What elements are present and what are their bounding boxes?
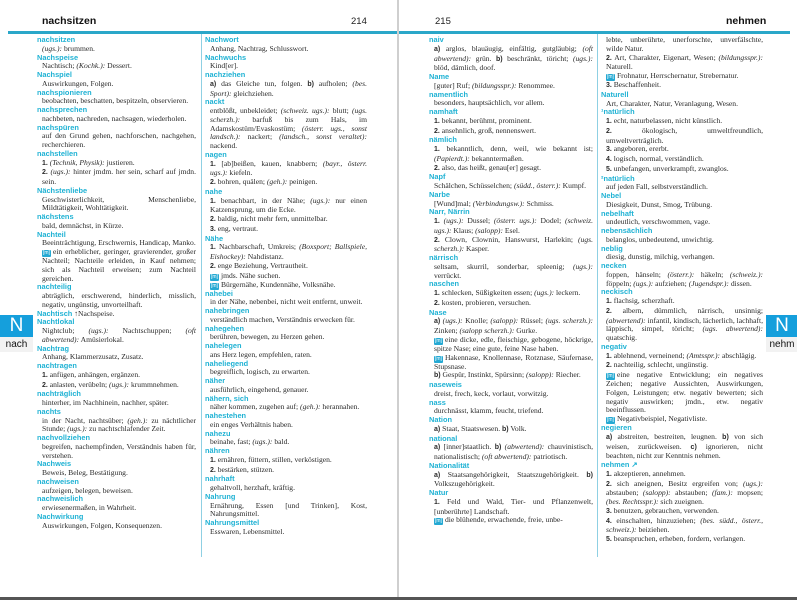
example-marker-icon: [m] xyxy=(607,373,614,379)
definition: Auswirkungen, Folgen, Konsequenzen. xyxy=(42,520,163,530)
headword[interactable]: närrisch xyxy=(429,253,459,262)
definition: in der Nähe, nebenbei, nicht weit entfernt, unweit. xyxy=(210,297,363,307)
headword[interactable]: nagen xyxy=(205,149,227,159)
dictionary-entry xyxy=(601,108,763,174)
headword[interactable]: national xyxy=(429,433,458,443)
dictionary-entry xyxy=(37,362,196,390)
definition: 3. Beschaffenheit. xyxy=(606,80,662,89)
definition: Ernährung, Essen [und Trinken], Kost, Nahrungsmittel. xyxy=(210,500,367,519)
headword[interactable]: nahegehen xyxy=(205,323,245,333)
column-divider xyxy=(201,34,202,557)
definition: 2. sich aneignen, Besitz ergreifen von; (ugs.): abstauben; (salopp): abstauben; (fam.): mopsen; (bes. Rechtsspr.): sich zueignen. xyxy=(606,478,763,506)
headword[interactable]: Nachweis xyxy=(37,459,72,469)
headword[interactable]: Nachwort xyxy=(205,35,239,44)
definition: näher kommen, zugehen auf; (geh.): herannahen. xyxy=(210,402,360,412)
dictionary-entry xyxy=(37,495,196,513)
headword[interactable]: Nebel xyxy=(601,191,622,200)
definition: Art, Charakter, Natur, Veranlagung, Wesen. xyxy=(606,98,738,108)
headword[interactable]: nachtragen xyxy=(37,361,77,370)
definition: dreist, frech, keck, vorlaut, vorwitzig. xyxy=(434,388,549,398)
definition: belanglos, unbedeutend, unwichtig. xyxy=(606,234,714,244)
dictionary-entry xyxy=(429,489,593,525)
dictionary-entry xyxy=(205,36,367,54)
definition: 2. Clown, Clownin, Hanswurst, Harlekin; (ugs. scherzh.): Kasper. xyxy=(434,234,593,254)
headword[interactable]: nahe xyxy=(205,186,223,196)
definition: Auswirkungen, Folgen. xyxy=(42,78,114,88)
dictionary-entry xyxy=(37,89,196,107)
dictionary-entry xyxy=(37,187,196,213)
dictionary-entry xyxy=(37,460,196,478)
column-divider xyxy=(597,34,598,557)
dictionary-entry xyxy=(429,208,593,254)
headword[interactable]: Nachtisch xyxy=(37,308,73,318)
dictionary-entry xyxy=(205,447,367,475)
dictionary-entry xyxy=(429,108,593,136)
definition: ausführlich, eingehend, genauer. xyxy=(210,384,309,394)
definition: diesig, dunstig, milchig, verhangen. xyxy=(606,252,715,262)
dictionary-entry xyxy=(205,71,367,98)
headword[interactable]: nebelhaft xyxy=(601,208,634,218)
definition: auf jeden Fall, selbstverständlich. xyxy=(606,182,708,192)
definition: 5. beanspruchen, erheben, fordern, verlangen. xyxy=(606,534,746,543)
definition: 4. logisch, normal, verständlich. xyxy=(606,154,704,163)
dictionary-entry xyxy=(429,462,593,489)
definition: Anhang, Nachtrag, Schlusswort. xyxy=(210,43,309,53)
headword[interactable]: nachts xyxy=(37,406,61,416)
headword[interactable]: nähren xyxy=(205,446,230,455)
page-number: 215 xyxy=(435,16,451,27)
headword[interactable]: nähern, sich xyxy=(205,393,249,403)
definition: (ugs.): brummen. xyxy=(42,43,95,53)
example-marker-icon: [m] xyxy=(607,417,614,423)
definition: a) arglos, blauäugig, einfältig, gutgläubig; (oft abwertend): grün. b) beschränkt, töricht; (ugs.): blöd, dämlich, doof. xyxy=(434,43,593,73)
dictionary-entry xyxy=(37,434,196,460)
definition: 1. bekannt, berühmt, prominent. xyxy=(434,115,532,125)
definition: 2. ansehnlich, groß, nennenswert. xyxy=(434,125,537,135)
definition: bald, demnächst, in Kürze. xyxy=(42,220,124,230)
dictionary-entry xyxy=(429,173,593,191)
thumb-letter: N xyxy=(0,315,33,337)
dictionary-entry xyxy=(37,318,196,344)
headword[interactable]: naschen xyxy=(429,279,459,289)
definition: [guter] Ruf; (bildungsspr.): Renommee. xyxy=(434,80,555,90)
thumb-word: nehm xyxy=(766,337,797,352)
example-marker-icon: [m] xyxy=(211,282,218,289)
definition: 1. anfügen, anhängen, ergänzen. xyxy=(42,369,141,379)
headword[interactable]: nachziehen xyxy=(205,70,246,79)
headword[interactable]: nachspüren xyxy=(37,122,79,132)
example-marker-icon: [m] xyxy=(435,518,442,525)
headword[interactable]: Narbe xyxy=(429,189,450,199)
headword[interactable]: nachweisen xyxy=(37,476,79,486)
definition: b) Gespür, Instinkt, Spürsinn; (salopp): Riecher. xyxy=(434,370,581,380)
definition: [m] Negativbeispiel, Negativliste. xyxy=(607,414,707,423)
running-head: nehmen xyxy=(726,15,767,27)
headword[interactable]: Narr, Närrin xyxy=(429,207,470,217)
definition: [m] jmds. Nähe suchen. xyxy=(211,270,281,280)
dictionary-entry xyxy=(429,191,593,209)
definition: 1. ernähren, füttern, stillen, verköstigen. xyxy=(210,454,332,464)
dictionary-entry xyxy=(429,91,593,109)
definition: abträglich, erschwerend, hinderlich, misslich, negativ, ungünstig, unvorteilhaft. xyxy=(42,291,196,309)
dictionary-entry xyxy=(205,493,367,519)
dictionary-entry xyxy=(37,408,196,434)
headword[interactable]: näher xyxy=(205,376,226,385)
definition: 1. schlecken, Süßigkeiten essen; (ugs.): leckern. xyxy=(434,288,581,297)
definition: nachbeten, nachreden, nachsagen, wiederholen. xyxy=(42,113,187,123)
definition: 1. Feld und Wald, Tier- und Pflanzenwelt, [unberührte] Landschaft. xyxy=(434,496,593,516)
headword[interactable]: namhaft xyxy=(429,107,458,116)
definition: durchnässt, klamm, feucht, triefend. xyxy=(434,406,544,416)
definition: 3. angeboren, ererbt. xyxy=(606,144,669,154)
headword[interactable]: ²natürlich xyxy=(601,173,635,183)
dictionary-entry xyxy=(429,381,593,399)
dictionary-entry xyxy=(37,106,196,124)
example-marker-icon: [m] xyxy=(211,273,218,280)
headword[interactable]: Nase xyxy=(429,307,447,317)
dictionary-entry xyxy=(205,395,367,413)
definition: 3. benutzen, gebrauchen, verwenden. xyxy=(606,505,719,515)
definition: 1. bekanntlich, denn, weil, wie bekannt ist; (Papierdt.): bekanntermaßen. xyxy=(434,144,593,163)
thumb-word: nach xyxy=(0,337,33,352)
headword[interactable]: necken xyxy=(601,261,627,270)
headword[interactable]: Nationalität xyxy=(429,460,470,470)
definition: besonders, hauptsächlich, vor allem. xyxy=(434,98,545,108)
definition: 2. baldig, nicht mehr fern, unmittelbar. xyxy=(210,214,328,223)
headword[interactable]: neckisch xyxy=(601,287,633,297)
headword[interactable]: Nachwuchs xyxy=(205,52,247,62)
definition: 2. (ugs.): hinter jmdm. her sein, scharf auf jmdn. sein. xyxy=(42,167,196,186)
dictionary-entry xyxy=(37,71,196,89)
headword[interactable]: Nahrungsmittel xyxy=(205,518,260,527)
dictionary-entry xyxy=(205,98,367,151)
dictionary-entry xyxy=(205,412,367,430)
dictionary-entry xyxy=(205,54,367,72)
definition: Geschwisterlichkeit, Menschenliebe, Mildtätigkeit, Wohltätigkeit. xyxy=(42,194,196,213)
dictionary-entry xyxy=(205,151,367,188)
header-rule xyxy=(399,31,790,34)
definition: [m] die blühende, erwachende, freie, unbe- xyxy=(435,515,563,525)
dictionary-entry xyxy=(37,36,196,54)
definition: Beeinträchtigung, Erschwernis, Handicap, Manko. xyxy=(42,238,196,248)
running-head: nachsitzen xyxy=(42,15,97,27)
definition: verständlich machen, Verständnis erwecken für. xyxy=(210,314,355,324)
definition: beobachten, beschatten, bespitzeln, observieren. xyxy=(42,96,189,106)
dictionary-entry xyxy=(429,280,593,308)
dictionary-entry xyxy=(601,424,763,461)
headword[interactable]: nahebringen xyxy=(205,306,250,315)
definition: Nightclub; (ugs.): Nachtschuppen; (oft abwertend): Amüsierlokal. xyxy=(42,326,196,344)
dictionary-entry xyxy=(429,416,593,435)
definition: gehaltvoll, herzhaft, kräftig. xyxy=(210,483,295,492)
column-1 xyxy=(37,36,196,530)
definition: 1. (ugs.): Dussel; (österr. ugs.): Dodel; (schweiz. ugs.): Klaus; (salopp): Esel. xyxy=(434,216,594,235)
definition: 1. (Technik, Physik): justieren. xyxy=(42,157,135,167)
dictionary-entry xyxy=(429,309,593,382)
dictionary-entry xyxy=(601,36,763,91)
definition: Diesigkeit, Dunst, Smog, Trübung. xyxy=(606,199,713,209)
headword[interactable]: naheliegend xyxy=(205,358,249,368)
dictionary-entry xyxy=(601,227,763,245)
column-2 xyxy=(205,36,367,537)
headword[interactable]: Name xyxy=(429,72,450,81)
headword[interactable]: negativ xyxy=(601,341,627,351)
definition: 1. [ab]beißen, kauen, knabbern; (bayr., österr. ugs.): kiefeln. xyxy=(210,158,368,178)
definition: 4. einschalten, hinzuziehen; (bes. südd., österr., schweiz.): beiziehen. xyxy=(606,515,763,535)
headword[interactable]: nächstens xyxy=(37,212,74,221)
headword[interactable]: nahestehen xyxy=(205,411,247,420)
headword[interactable]: nachspionieren xyxy=(37,87,92,97)
definition: a) abstreiten, bestreiten, leugnen. b) von sich weisen, zurückweisen. c) ignorieren, nicht beachten, nicht zur Kenntnis nehmen. xyxy=(606,431,763,461)
definition: ans Herz legen, empfehlen, raten. xyxy=(210,349,312,359)
headword[interactable]: Natur xyxy=(429,488,449,497)
headword[interactable]: naiv xyxy=(429,35,444,44)
definition: [m] Hakennase, Knollennase, Rotznase, Säufernase, Stupsnase. xyxy=(434,352,593,371)
example-marker-icon: [m] xyxy=(607,74,614,80)
definition: Anhang, Klammerzusatz, Zusatz. xyxy=(42,352,144,362)
definition: a) [inner]staatlich. b) (abwertend): chauvinistisch, nationalistisch; (oft abwertend): patriotisch. xyxy=(434,442,593,461)
dictionary-entry xyxy=(601,461,763,545)
headword[interactable]: nachsprechen xyxy=(37,105,88,114)
definition: Nachtisch; (Kochk.): Dessert. xyxy=(42,61,132,71)
dictionary-entry xyxy=(37,390,196,408)
dictionary-entry xyxy=(205,519,367,537)
definition: a) das Gleiche tun, folgen. b) aufholen; (bes. Sport): gleichziehen. xyxy=(210,78,367,98)
headword[interactable]: nachweislich xyxy=(37,494,84,504)
headword[interactable]: Nahrung xyxy=(205,491,236,501)
dictionary-entry xyxy=(205,290,367,308)
definition: 2. bestärken, stützen. xyxy=(210,464,275,474)
definition: undeutlich, verschwommen, vage. xyxy=(606,217,710,227)
right-page xyxy=(398,0,797,597)
dictionary-entry xyxy=(37,124,196,150)
definition: 1. benachbart, in der Nähe; (ugs.): nur einen Katzensprung, um die Ecke. xyxy=(210,195,367,215)
definition: aufzeigen, belegen, beweisen. xyxy=(42,485,133,495)
definition: 1. akzeptieren, annehmen. xyxy=(606,468,686,478)
cross-reference[interactable]: ↑Nachspeise. xyxy=(74,308,115,318)
definition: [m] eine dicke, edle, fleischige, gebogene, höckrige, spitze Nase; eine gute, feine Nase haben. xyxy=(434,334,593,353)
dictionary-entry xyxy=(429,136,593,173)
headword[interactable]: Nachspeise xyxy=(37,52,79,62)
dictionary-entry xyxy=(37,513,196,531)
headword[interactable]: Napf xyxy=(429,172,446,182)
dictionary-entry xyxy=(601,175,763,193)
dictionary-entry xyxy=(205,360,367,378)
definition: berühren, bewegen, zu Herzen gehen. xyxy=(210,332,325,342)
headword[interactable]: neblig xyxy=(601,243,623,253)
definition: [m] eine negative Entwicklung; ein negatives Zeichen; negative Aussichten, Auswirkungen, Folgen, Leistungen; etw. negativ bewerten; sich negativ auswirken; jmdn., etw. negativ beeinflussen. xyxy=(606,370,763,415)
headword[interactable]: Nächstenliebe xyxy=(37,185,88,195)
definition: 1. flachsig, scherzhaft. xyxy=(606,296,675,305)
page-number: 214 xyxy=(351,16,367,27)
headword[interactable]: Nachwirkung xyxy=(37,511,84,521)
thumb-letter: N xyxy=(766,315,797,337)
thumb-index-tab[interactable] xyxy=(0,315,33,352)
definition: 2. also, das heißt, genau[er] gesagt. xyxy=(434,162,542,172)
headword[interactable]: nehmen ↗ xyxy=(601,460,638,469)
dictionary-entry xyxy=(601,192,763,210)
headword[interactable]: nahrhaft xyxy=(205,474,235,484)
headword[interactable]: nachvollziehen xyxy=(37,433,90,442)
dictionary-entry xyxy=(205,307,367,325)
definition: a) Staatsangehörigkeit, Staatszugehörigkeit. b) Volkszugehörigkeit. xyxy=(434,469,593,489)
headword[interactable]: nahezu xyxy=(205,428,231,438)
dictionary-entry xyxy=(429,36,593,73)
definition: [m] Bürgernähe, Kundennähe, Volksnähe. xyxy=(211,279,336,289)
definition: seltsam, skurril, sonderbar, spleenig; (ugs.): verrückt. xyxy=(434,261,593,280)
definition: 1. ablehnend, verneinend; (Amtsspr.): abschlägig. xyxy=(606,350,757,360)
definition: auf den Grund gehen, nachforschen, nachgehen, recherchieren. xyxy=(42,131,196,149)
definition: 3. eng, vertraut. xyxy=(210,223,259,233)
dictionary-entry xyxy=(601,288,763,343)
dictionary-entry xyxy=(429,73,593,91)
dictionary-entry xyxy=(429,399,593,417)
headword[interactable]: Nähe xyxy=(205,233,224,243)
definition: 5. unbefangen, unverkrampft, zwanglos. xyxy=(606,163,729,173)
dictionary-entry xyxy=(429,435,593,462)
definition: hinterher, im Nachhinein, nachher, später. xyxy=(42,398,169,407)
definition: Schälchen, Schüsselchen; (südd., österr.): Kumpf. xyxy=(434,181,587,190)
headword[interactable]: nass xyxy=(429,397,446,407)
dictionary-entry xyxy=(37,213,196,231)
definition: foppen, hänseln; (österr.): häkeln; (schweiz.): föppeln; (ugs.): aufziehen; (Jugendspr.): dissen. xyxy=(606,269,763,288)
example-marker-icon: [m] xyxy=(435,337,442,344)
definition: Kind[er]. xyxy=(210,61,239,71)
dictionary-entry xyxy=(601,210,763,228)
definition: beinahe, fast; (ugs.): bald. xyxy=(210,437,290,447)
dictionary-entry xyxy=(429,254,593,280)
headword[interactable]: nebensächlich xyxy=(601,226,653,235)
definition: 2. ökologisch, umweltfreundlich, umweltverträglich. xyxy=(606,125,763,145)
definition: ein enges Verhältnis haben. xyxy=(210,419,293,429)
definition: 2. albern, dümmlich, närrisch, unsinnig; (abwertend): infantil, kindisch, lächerlich, lachhaft, läppisch, simpel, töricht; (ugs. abwertend): quatschig. xyxy=(606,305,763,342)
definition: erwiesenermaßen, in Wahrheit. xyxy=(42,503,137,512)
definition: entblößt, unbekleidet; (schweiz. ugs.): blutt; (ugs. scherzh.): barfuß bis zum Hals, im Adamskostüm/Evaskostüm; (österr. ugs., sonst landsch.): nackert; (landsch., sonst veraltet): nackend. xyxy=(210,106,367,150)
thumb-index-tab[interactable] xyxy=(766,315,797,352)
definition: 1. Nachbarschaft, Umkreis; (Boxsport; Ballspiele, Eishockey): Nahdistanz. xyxy=(210,242,367,261)
left-page xyxy=(0,0,398,597)
definition: begreiflich, logisch, zu erwarten. xyxy=(210,367,310,377)
dictionary-entry xyxy=(205,342,367,360)
definition: in der Nacht, nachtsüber; (geh.): zu nächtlicher Stunde; (ugs.): zu nachtschlafender Zeit. xyxy=(42,415,196,434)
definition: Esswaren, Lebensmittel. xyxy=(210,526,285,536)
example-marker-icon: [m] xyxy=(435,355,442,362)
headword[interactable]: nachstellen xyxy=(37,148,78,158)
definition: 2. bohren, quälen; (geh.): peinigen. xyxy=(210,177,318,186)
example-marker-icon: [m] xyxy=(43,250,50,256)
headword[interactable]: namentlich xyxy=(429,89,469,99)
headword[interactable]: nahebei xyxy=(205,288,233,298)
definition: a) (ugs.): Knolle; (salopp): Rüssel; (ugs. scherzh.): Zinken; (salopp scherzh.): Gurke. xyxy=(434,316,593,335)
header-rule xyxy=(8,31,397,34)
headword[interactable]: nachträglich xyxy=(37,389,81,399)
dictionary-entry xyxy=(37,345,196,363)
dictionary-entry xyxy=(205,325,367,343)
dictionary-entry xyxy=(601,262,763,288)
definition: Beweis, Beleg, Bestätigung. xyxy=(42,468,128,477)
definition: 1. echt, naturbelassen, nicht künstlich. xyxy=(606,116,723,125)
column-2 xyxy=(601,36,763,545)
headword[interactable]: Nachtlokal xyxy=(37,317,75,327)
dictionary-entry xyxy=(37,231,196,284)
headword[interactable]: Nachteil xyxy=(37,229,66,239)
dictionary-entry xyxy=(205,430,367,448)
dictionary-entry xyxy=(37,478,196,496)
dictionary-entry xyxy=(205,475,367,493)
definition: [Wund]mal; (Verbindungsw.): Schmiss. xyxy=(434,198,554,208)
dictionary-entry xyxy=(601,245,763,263)
headword[interactable]: Nachspiel xyxy=(37,70,72,79)
dictionary-entry xyxy=(205,188,367,235)
dictionary-entry xyxy=(601,343,763,424)
headword[interactable]: negieren xyxy=(601,423,632,432)
definition: 2. Art, Charakter, Eigenart, Wesen; (bildungsspr.): Naturell. xyxy=(606,52,763,72)
dictionary-entry xyxy=(205,235,367,290)
definition: begreifen, nachempfinden, Verständnis haben für, verstehen. xyxy=(42,441,196,460)
headword[interactable]: nachteilig xyxy=(37,282,72,292)
definition: [m] Frohnatur, Herrschernatur, Strebernatur. xyxy=(607,71,739,80)
headword[interactable]: ¹natürlich xyxy=(601,107,635,117)
column-1 xyxy=(429,36,593,525)
headword[interactable]: nackt xyxy=(205,97,225,107)
headword[interactable]: nachsitzen xyxy=(37,35,76,44)
definition: 2. nachteilig, schlecht, ungünstig. xyxy=(606,360,709,370)
dictionary-entry xyxy=(205,377,367,395)
dictionary-entry xyxy=(37,54,196,72)
definition: 2. anlasten, verübeln; (ugs.): krummnehmen. xyxy=(42,379,179,389)
headword[interactable]: nämlich xyxy=(429,135,457,145)
definition: 2. enge Beziehung, Vertrautheit. xyxy=(210,260,308,270)
dictionary-entry xyxy=(37,283,196,309)
headword[interactable]: Naturell xyxy=(601,89,629,99)
headword[interactable]: naseweis xyxy=(429,380,462,389)
definition: a) Staat, Staatswesen. b) Volk. xyxy=(434,423,527,433)
definition: [m] ein erheblicher, geringer, gravierender, großer Nachteil; Nachteile erleiden, in Kauf nehmen; sich als Nachteil erweisen; zum Nachteil gereichen. xyxy=(42,247,196,283)
definition: lebte, unberührte, unerforschte, unverfälschte, wilde Natur. xyxy=(606,35,763,53)
headword[interactable]: Nation xyxy=(429,415,452,424)
definition: 2. kosten, probieren, versuchen. xyxy=(434,297,531,307)
headword[interactable]: nahelegen xyxy=(205,341,242,350)
dictionary-entry xyxy=(601,91,763,109)
dictionary-entry xyxy=(37,150,196,187)
headword[interactable]: Nachtrag xyxy=(37,343,70,353)
